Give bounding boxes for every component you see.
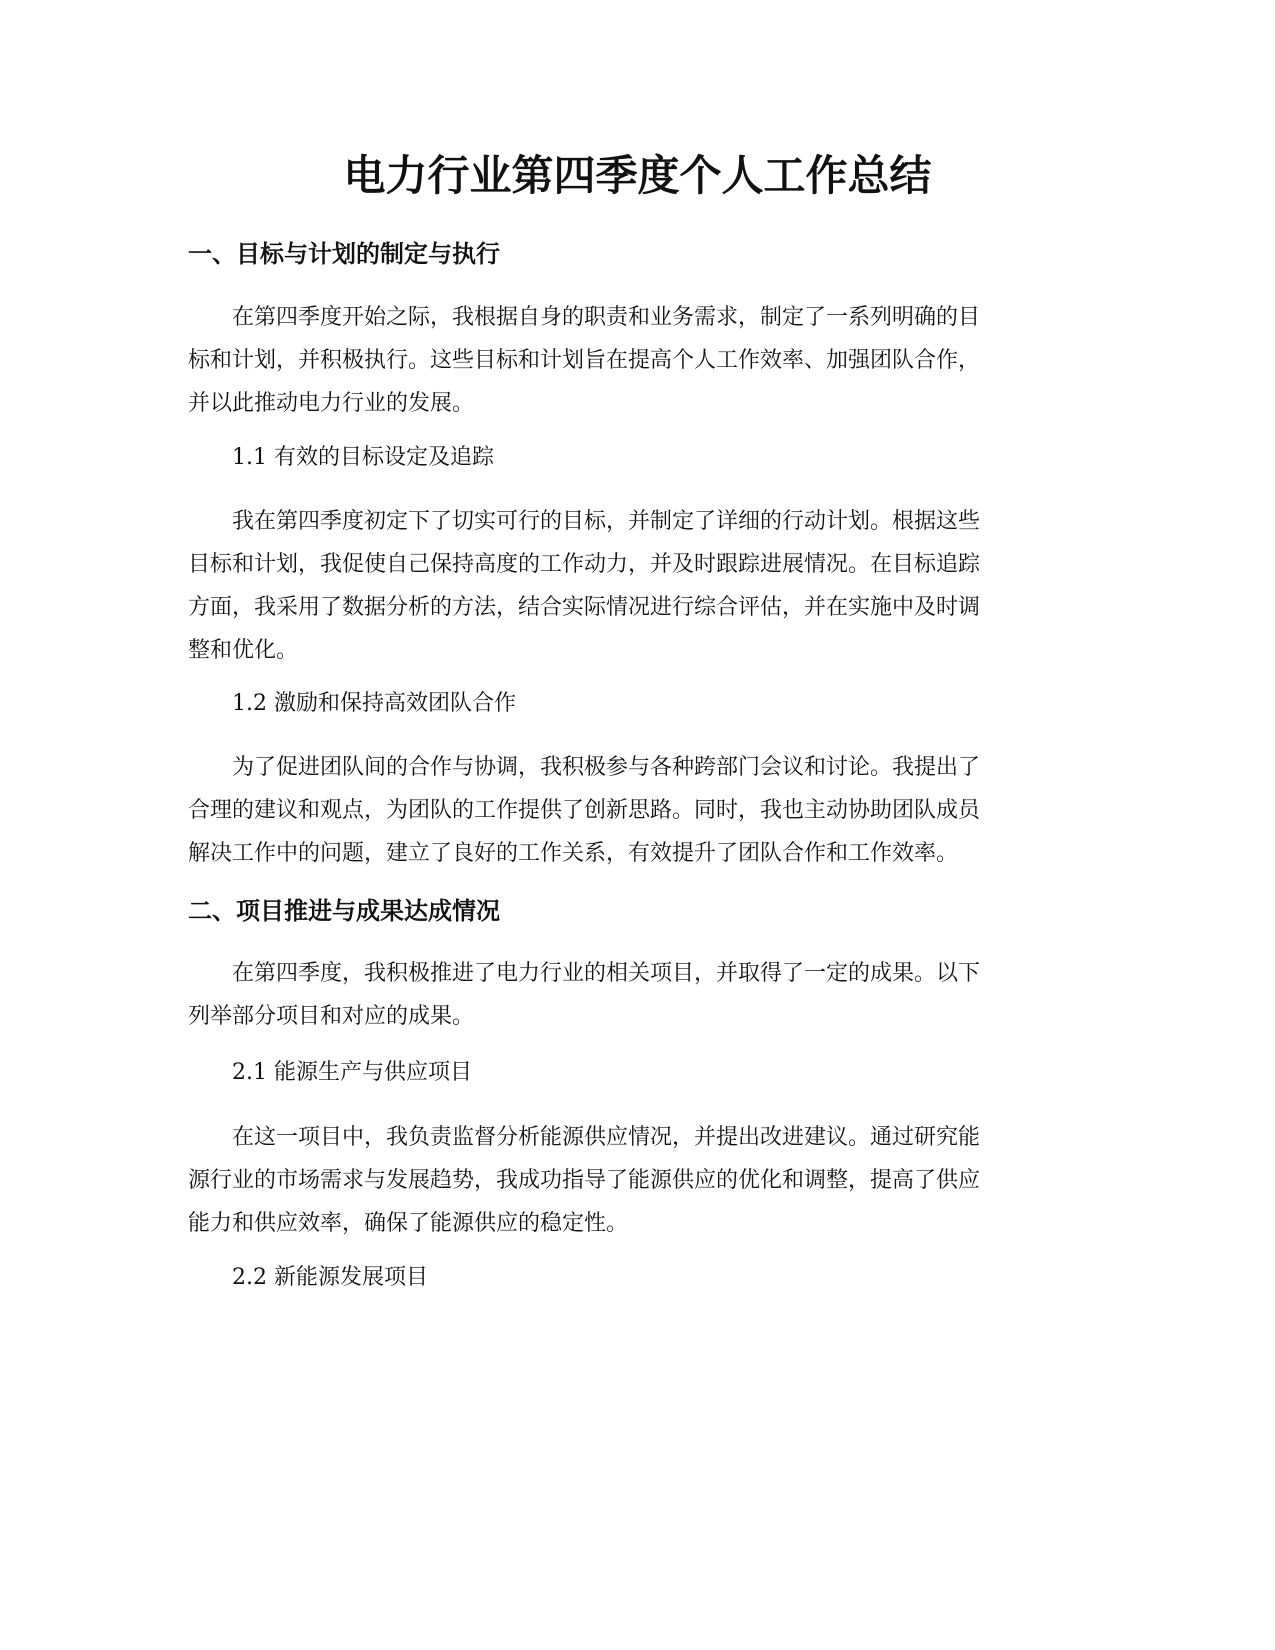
paragraph-line: 我在第四季度初定下了切实可行的目标，并制定了详细的行动计划。根据这些: [232, 509, 981, 534]
section-1-intro-paragraph: [188, 296, 1090, 425]
paragraph-line: 标和计划，并积极执行。这些目标和计划旨在提高个人工作效率、加强团队合作，: [188, 348, 981, 373]
paragraph-line: 列举部分项目和对应的成果。: [188, 1004, 475, 1029]
paragraph-line: 整和优化。: [188, 638, 299, 663]
subsection-1-2-paragraph: [188, 746, 1090, 875]
document-title: 电力行业第四季度个人工作总结: [343, 151, 932, 200]
section-1-heading: 一、目标与计划的制定与执行: [188, 240, 500, 268]
section-2-heading: 二、项目推进与成果达成情况: [188, 897, 500, 925]
paragraph-line: 解决工作中的问题，建立了良好的工作关系，有效提升了团队合作和工作效率。: [188, 841, 959, 866]
subsection-1-2-heading: 1.2 激励和保持高效团队合作: [232, 691, 516, 716]
paragraph-line: 在这一项目中，我负责监督分析能源供应情况，并提出改进建议。通过研究能: [232, 1125, 981, 1150]
subsection-1-1-paragraph: [188, 500, 1090, 672]
paragraph-line: 为了促进团队间的合作与协调，我积极参与各种跨部门会议和讨论。我提出了: [232, 755, 981, 780]
paragraph-line: 方面，我采用了数据分析的方法，结合实际情况进行综合评估，并在实施中及时调: [188, 595, 981, 620]
paragraph-line: 合理的建议和观点，为团队的工作提供了创新思路。同时，我也主动协助团队成员: [188, 798, 981, 823]
subsection-2-1-paragraph: [188, 1116, 1090, 1245]
paragraph-line: 能力和供应效率，确保了能源供应的稳定性。: [188, 1211, 629, 1236]
paragraph-line: 并以此推动电力行业的发展。: [188, 391, 475, 416]
section-2-intro-paragraph: [188, 952, 1090, 1038]
subsection-2-2-heading: 2.2 新能源发展项目: [232, 1265, 428, 1290]
paragraph-line: 源行业的市场需求与发展趋势，我成功指导了能源供应的优化和调整，提高了供应: [188, 1168, 981, 1193]
paragraph-line: 在第四季度，我积极推进了电力行业的相关项目，并取得了一定的成果。以下: [232, 961, 981, 986]
subsection-2-1-heading: 2.1 能源生产与供应项目: [232, 1060, 472, 1085]
paragraph-line: 目标和计划，我促使自己保持高度的工作动力，并及时跟踪进展情况。在目标追踪: [188, 552, 981, 577]
subsection-1-1-heading: 1.1 有效的目标设定及追踪: [232, 445, 494, 470]
paragraph-line: 在第四季度开始之际，我根据自身的职责和业务需求，制定了一系列明确的目: [232, 305, 981, 330]
